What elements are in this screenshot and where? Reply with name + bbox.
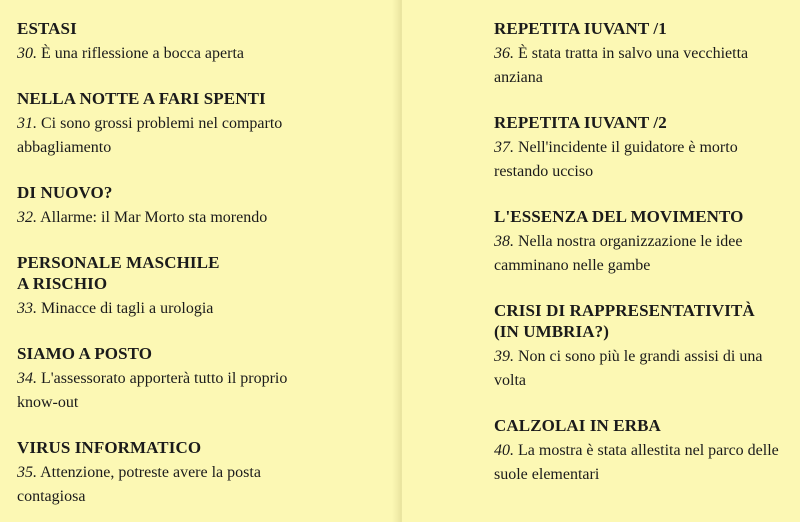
- entry-31: [17, 88, 307, 160]
- entry-text: [494, 439, 784, 487]
- entry-body: Non ci sono più le grandi assisi di una volta: [494, 348, 763, 389]
- entry-34: [17, 343, 307, 415]
- entry-number: 30.: [17, 45, 37, 62]
- entry-title-line: ESTASI: [17, 19, 77, 38]
- entry-number: 34.: [17, 370, 37, 387]
- entry-title-line: PERSONALE MASCHILE: [17, 253, 220, 272]
- entry-number: 33.: [17, 300, 37, 317]
- entry-body: Nell'incidente il guidatore è morto restando ucciso: [494, 139, 738, 180]
- entry-title-line: CRISI DI RAPPRESENTATIVITÀ: [494, 301, 755, 320]
- entry-36: [494, 18, 784, 90]
- entry-number: 40.: [494, 442, 514, 459]
- entry-title: [17, 437, 307, 458]
- entry-number: 39.: [494, 348, 514, 365]
- entry-title: [494, 415, 784, 436]
- entry-title: [494, 300, 784, 342]
- entry-30: [17, 18, 307, 66]
- entry-title-line: REPETITA IUVANT /2: [494, 113, 667, 132]
- entry-text: [494, 345, 784, 393]
- entry-title-line: DI NUOVO?: [17, 183, 113, 202]
- entry-text: [17, 42, 307, 66]
- entry-text: [17, 206, 307, 230]
- entry-title: [494, 112, 784, 133]
- entry-body: È stata tratta in salvo una vecchietta anziana: [494, 45, 749, 86]
- entry-40: [494, 415, 784, 487]
- entry-title-line: SIAMO A POSTO: [17, 344, 153, 363]
- entry-title-line: NELLA NOTTE A FARI SPENTI: [17, 89, 266, 108]
- entry-title-line: A RISCHIO: [17, 274, 108, 293]
- entry-text: [17, 297, 307, 321]
- entry-title: [494, 206, 784, 227]
- entry-number: 32.: [17, 209, 37, 226]
- entry-body: Attenzione, potreste avere la posta contagiosa: [17, 464, 261, 505]
- entry-title-line: CALZOLAI IN ERBA: [494, 416, 661, 435]
- entry-title: [17, 88, 307, 109]
- entry-number: 36.: [494, 45, 514, 62]
- entry-title-line: REPETITA IUVANT /1: [494, 19, 667, 38]
- left-page: [0, 0, 398, 522]
- entry-number: 38.: [494, 233, 514, 250]
- entry-37: [494, 112, 784, 184]
- entry-text: [494, 230, 784, 278]
- entry-body: Allarme: il Mar Morto sta morendo: [40, 209, 268, 226]
- entry-body: È una riflessione a bocca aperta: [41, 45, 245, 62]
- entry-39: [494, 300, 784, 393]
- entry-text: [17, 112, 307, 160]
- entry-text: [17, 461, 307, 509]
- entry-title-line: (IN UMBRIA?): [494, 322, 609, 341]
- entry-text: [17, 367, 307, 415]
- entry-title: [17, 343, 307, 364]
- entry-title-line: L'ESSENZA DEL MOVIMENTO: [494, 207, 744, 226]
- entry-text: [494, 136, 784, 184]
- entry-35: [17, 437, 307, 509]
- entry-title: [494, 18, 784, 39]
- entry-number: 35.: [17, 464, 37, 481]
- entry-body: La mostra è stata allestita nel parco delle suole elementari: [494, 442, 779, 483]
- entry-body: Minacce di tagli a urologia: [41, 300, 214, 317]
- entry-body: Ci sono grossi problemi nel comparto abbagliamento: [17, 115, 283, 156]
- entry-text: [494, 42, 784, 90]
- entry-number: 37.: [494, 139, 514, 156]
- entry-32: [17, 182, 307, 230]
- entry-title-line: VIRUS INFORMATICO: [17, 438, 202, 457]
- right-page: [402, 0, 800, 522]
- entry-title: [17, 18, 307, 39]
- entry-body: Nella nostra organizzazione le idee camminano nelle gambe: [494, 233, 743, 274]
- entry-body: L'assessorato apporterà tutto il proprio know-out: [17, 370, 288, 411]
- entry-number: 31.: [17, 115, 37, 132]
- entry-38: [494, 206, 784, 278]
- entry-title: [17, 252, 307, 294]
- entry-title: [17, 182, 307, 203]
- entry-33: [17, 252, 307, 321]
